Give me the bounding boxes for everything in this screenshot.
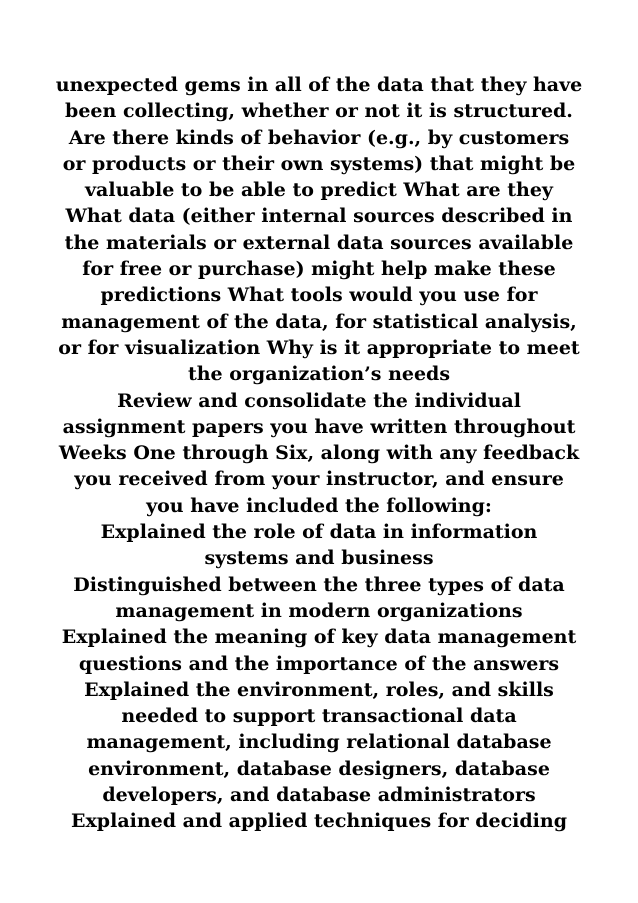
text-line: Explained the role of data in information — [100, 521, 538, 544]
text-line: environment, database designers, database — [88, 757, 550, 780]
text-line: What data (either internal sources described in — [65, 205, 573, 228]
text-line: systems and business — [204, 547, 434, 570]
text-line: the materials or external data sources available — [64, 231, 574, 254]
text-line: or for visualization Why is it appropriate to meet — [58, 336, 580, 359]
text-line: you received from your instructor, and ensure — [74, 468, 564, 491]
text-line: been collecting, whether or not it is structured. — [65, 100, 573, 123]
text-line: predictions What tools would you use for — [100, 284, 538, 307]
body-text — [40, 72, 598, 835]
text-line: unexpected gems in all of the data that they have — [55, 74, 583, 96]
text-line: Are there kinds of behavior (e.g., by customers — [68, 126, 570, 149]
text-line: management, including relational database — [86, 731, 552, 754]
text-line: Explained the environment, roles, and skills — [84, 678, 554, 701]
text-line: developers, and database administrators — [102, 784, 536, 807]
text-line: valuable to be able to predict What are they — [85, 179, 553, 202]
text-line: assignment papers you have written throughout — [62, 415, 576, 438]
text-line: Review and consolidate the individual — [117, 389, 521, 412]
text-line: Weeks One through Six, along with any feedback — [58, 442, 580, 465]
text-line: Distinguished between the three types of data — [73, 573, 565, 596]
text-line: management of the data, for statistical analysis, — [61, 310, 577, 333]
text-line: questions and the importance of the answers — [78, 652, 560, 675]
text-line: you have included the following: — [146, 494, 492, 517]
text-line: for free or purchase) might help make these — [82, 258, 556, 281]
text-line: or products or their own systems) that might be — [62, 152, 576, 175]
text-line: the organization’s needs — [187, 363, 451, 386]
text-line: management in modern organizations — [115, 599, 523, 622]
text-line: needed to support transactional data — [121, 705, 517, 728]
text-line: Explained the meaning of key data management — [61, 626, 577, 649]
text-line: Explained and applied techniques for deciding — [71, 810, 567, 833]
